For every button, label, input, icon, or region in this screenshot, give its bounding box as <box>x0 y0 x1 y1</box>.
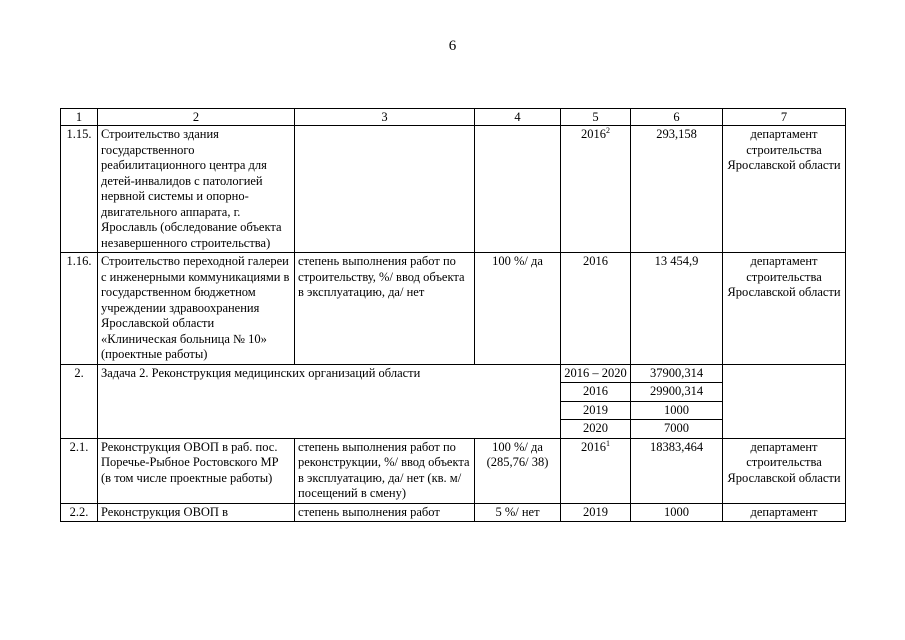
row-indicator: степень выполнения работ <box>295 503 475 522</box>
header-cell: 3 <box>295 109 475 126</box>
program-table <box>60 108 846 522</box>
task-amount: 37900,314 <box>631 364 723 383</box>
row-indicator <box>295 126 475 253</box>
task-year: 2016 – 2020 <box>561 364 631 383</box>
row-amount: 13 454,9 <box>631 253 723 365</box>
row-name: Строительство переходной галереи с инженерными коммуникациями в государственном бюджетном учреждении здравоохранения Ярославской области «Клиническая больница № 10» (проектные работы) <box>98 253 295 365</box>
task-row <box>61 364 846 383</box>
row-number: 2.2. <box>61 503 98 522</box>
row-value: 100 %/ да (285,76/ 38) <box>475 438 561 503</box>
row-executor: департамент строительства Ярославской области <box>723 126 846 253</box>
row-number: 2.1. <box>61 438 98 503</box>
footnote-mark: 1 <box>606 438 610 448</box>
header-cell: 6 <box>631 109 723 126</box>
row-year: 2016$^2$ <box>561 126 631 253</box>
row-number: 1.16. <box>61 253 98 365</box>
header-cell: 2 <box>98 109 295 126</box>
header-row <box>61 109 846 126</box>
row-value: 5 %/ нет <box>475 503 561 522</box>
row-executor: департамент строительства Ярославской области <box>723 438 846 503</box>
row-value <box>475 126 561 253</box>
header-cell: 1 <box>61 109 98 126</box>
header-cell: 7 <box>723 109 846 126</box>
row-number: 2. <box>61 364 98 438</box>
row-name: Реконструкция ОВОП в <box>98 503 295 522</box>
row-value: 100 %/ да <box>475 253 561 365</box>
task-year: 2019 <box>561 401 631 420</box>
table-row <box>61 438 846 503</box>
row-year: 2016$^1$ <box>561 438 631 503</box>
table-row <box>61 253 846 365</box>
task-amount: 1000 <box>631 401 723 420</box>
header-cell: 5 <box>561 109 631 126</box>
row-name: Реконструкция ОВОП в раб. пос. Поречье-Рыбное Ростовского МР (в том числе проектные работы) <box>98 438 295 503</box>
row-executor: департамент строительства Ярославской области <box>723 253 846 365</box>
row-indicator: степень выполнения работ по строительству, %/ ввод объекта в эксплуатацию, да/ нет <box>295 253 475 365</box>
task-amount: 7000 <box>631 420 723 439</box>
table-row <box>61 503 846 522</box>
task-year: 2016 <box>561 383 631 402</box>
row-executor: департамент <box>723 503 846 522</box>
task-title: Задача 2. Реконструкция медицинских организаций области <box>98 364 561 438</box>
row-amount: 1000 <box>631 503 723 522</box>
row-amount: 18383,464 <box>631 438 723 503</box>
row-name: Строительство здания государственного реабилитационного центра для детей-инвалидов с патологией нервной системы и опорно-двигательного аппарата, г. Ярославль (обследование объекта незавершенного строительства) <box>98 126 295 253</box>
table-row <box>61 126 846 253</box>
page-number: 6 <box>448 38 457 54</box>
row-amount: 293,158 <box>631 126 723 253</box>
row-year: 2019 <box>561 503 631 522</box>
row-year: 2016 <box>561 253 631 365</box>
task-executor <box>723 364 846 438</box>
task-amount: 29900,314 <box>631 383 723 402</box>
row-number: 1.15. <box>61 126 98 253</box>
footnote-mark: 2 <box>606 125 610 135</box>
task-year: 2020 <box>561 420 631 439</box>
header-cell: 4 <box>475 109 561 126</box>
row-indicator: степень выполнения работ по реконструкции, %/ ввод объекта в эксплуатацию, да/ нет (кв. м/ посещений в смену) <box>295 438 475 503</box>
